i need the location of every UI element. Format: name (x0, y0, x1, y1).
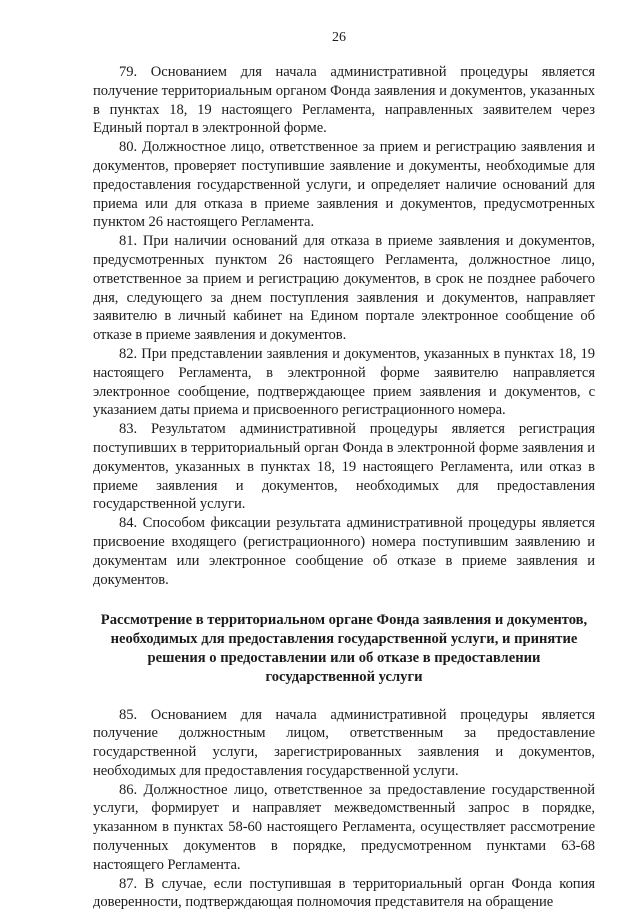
paragraph-81: 81. При наличии оснований для отказа в приеме заявления и документов, предусмотренных пунктом 26 настоящего Регламента, должностное лицо, ответственное за прием и регистрацию документов, в срок не позднее рабочего дня, следующего за днем поступления заявления и документов, направляет заявителю в личный кабинет на Едином портале электронное сообщение об отказе в приеме заявления и документов. (93, 233, 595, 344)
paragraph-87: 87. В случае, если поступившая в территориальный орган Фонда копия доверенности, подтверждающая полномочия представителя на обращение (93, 875, 595, 911)
section-heading: Рассмотрение в территориальном органе Фонда заявления и документов, необходимых для предоставления государственной услуги, и принятие решения о предоставлении или об отказе в предоставлении государственной услуги (100, 612, 588, 685)
paragraph-83: 83. Результатом административной процедуры является регистрация поступивших в территориальный орган Фонда в электронной форме заявления и документов, указанных в пунктах 18, 19 настоящего Регламента, или отказ в приеме заявления и документов, необходимых для предоставления государственной услуги. (93, 421, 595, 513)
paragraph-85: 85. Основанием для начала административной процедуры является получение должностным лицом, ответственным за предоставление государственной услуги, зарегистрированных заявления и документов, необходимых для предоставления государственной услуги. (93, 706, 595, 779)
paragraph-86: 86. Должностное лицо, ответственное за предоставление государственной услуги, формирует и направляет межведомственный запрос в порядке, указанном в пунктах 58-60 настоящего Регламента, осуществляет рассмотрение полученных документов в порядке, предусмотренном пунктами 63-68 настоящего Регламента. (93, 781, 595, 873)
paragraph-79: 79. Основанием для начала административной процедуры является получение территориальным органом Фонда заявления и документов, указанных в пунктах 18, 19 настоящего Регламента, направленных заявителем через Единый портал в электронной форме. (93, 64, 595, 137)
paragraph-84: 84. Способом фиксации результата административной процедуры является присвоение входящего (регистрационного) номера поступившим заявлению и документам или электронное сообщение об отказе в приеме заявления и документов. (93, 515, 595, 588)
paragraph-82: 82. При представлении заявления и документов, указанных в пунктах 18, 19 настоящего Регламента, в электронной форме заявителю направляется электронное сообщение, подтверждающее прием заявления и документов, с указанием даты приема и присвоенного регистрационного номера. (93, 345, 595, 419)
paragraph-80: 80. Должностное лицо, ответственное за прием и регистрацию заявления и документов, проверяет поступившие заявление и документы, необходимые для предоставления государственной услуги, и определяет наличие оснований для приема или для отказа в приеме заявления и документов, предусмотренных пунктом 26 настоящего Регламента. (93, 139, 595, 231)
page-number: 26 (332, 30, 346, 45)
